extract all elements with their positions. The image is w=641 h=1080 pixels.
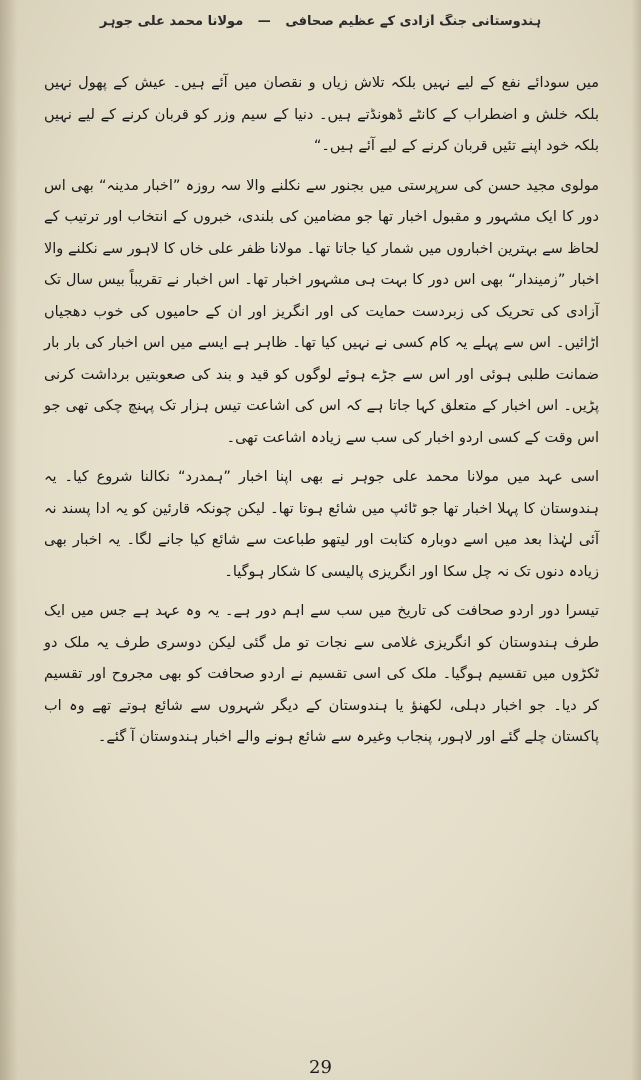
paragraph-3: اسی عہد میں مولانا محمد علی جوہر نے بھی اپنا اخبار ”ہمدرد“ نکالنا شروع کیا۔ یہ ہندوستان کا پہلا اخبار تھا جو ٹائپ میں شائع ہوتا تھا۔ لیکن چونکہ قارئین کو یہ ادا پسند نہ آئی لہٰذا بعد میں اسے دوبارہ کتابت اور لیتھو طباعت سے شائع کیا جانے لگا۔ یہ اخبار بھی زیادہ دنوں تک نہ چل سکا اور انگریزی پالیسی کا شکار ہوگیا۔ — [44, 469, 599, 580]
page-body — [44, 68, 599, 762]
header-book-title: ہندوستانی جنگ آزادی کے عظیم صحافی — [285, 14, 542, 29]
paragraph-4: تیسرا دور اردو صحافت کی تاریخ میں سب سے اہم دور ہے۔ یہ وہ عہد ہے جس میں ایک طرف ہندوستان کو انگریزی غلامی سے نجات تو مل گئی لیکن دوسری طرف یہ ملک دو ٹکڑوں میں تقسیم ہوگیا۔ ملک کی اسی تقسیم نے اردو صحافت کو بھی مجروح اور تقسیم کر دیا۔ جو اخبار دہلی، لکھنؤ یا ہندوستان کے دیگر شہروں سے شائع ہوتے تھے وہ اب پاکستان چلے گئے اور لاہور، پنجاب وغیرہ سے شائع ہونے والے اخبار ہندوستان آ گئے۔ — [44, 603, 599, 745]
running-header — [40, 14, 601, 29]
paragraph-1: میں سودائے نفع کے لیے نہیں بلکہ تلاش زیاں و نقصان میں آئے ہیں۔ عیش کے پھول نہیں بلکہ خلش و اضطراب کے کانٹے ڈھونڈتے ہیں۔ دنیا کے سیم وزر کو قربان کرنے کے لیے نہیں بلکہ خود اپنے تئیں قربان کرنے کے لیے آئے ہیں۔“ — [44, 75, 599, 154]
header-separator: — — [257, 14, 271, 29]
header-subject: مولانا محمد علی جوہر — [99, 14, 244, 29]
page-number: 29 — [309, 1057, 332, 1078]
paragraph-2: مولوی مجید حسن کی سرپرستی میں بجنور سے نکلنے والا سہ روزہ ”اخبار مدینہ“ بھی اس دور کا ایک مشہور و مقبول اخبار تھا جو مضامین کی بلندی، خبروں کے انتخاب اور ترتیب کے لحاظ سے بہترین اخباروں میں شمار کیا جاتا تھا۔ مولانا ظفر علی خاں کا لاہور سے نکلنے والا اخبار ”زمیندار“ بھی اس دور کا بہت ہی مشہور اخبار تھا۔ اس اخبار نے تقریباً بیس سال تک آزادی کی تحریک کی زبردست حمایت کی اور انگریز اور ان کے حامیوں کی خوب دھجیاں اڑائیں۔ اس سے پہلے یہ کام کسی نے نہیں کیا تھا۔ ظاہر ہے ایسے میں اس اخبار کی بار بار ضمانت طلبی ہوئی اور اس سے جڑے ہوئے لوگوں کو قید و بند کی صعوبتیں برداشت کرنی پڑیں۔ اس اخبار کے متعلق کہا جاتا ہے کہ اس کی اشاعت تیس ہزار تک پہنچ چکی تھی جو اس وقت کے کسی اردو اخبار کی سب سے زیادہ اشاعت تھی۔ — [44, 177, 599, 446]
